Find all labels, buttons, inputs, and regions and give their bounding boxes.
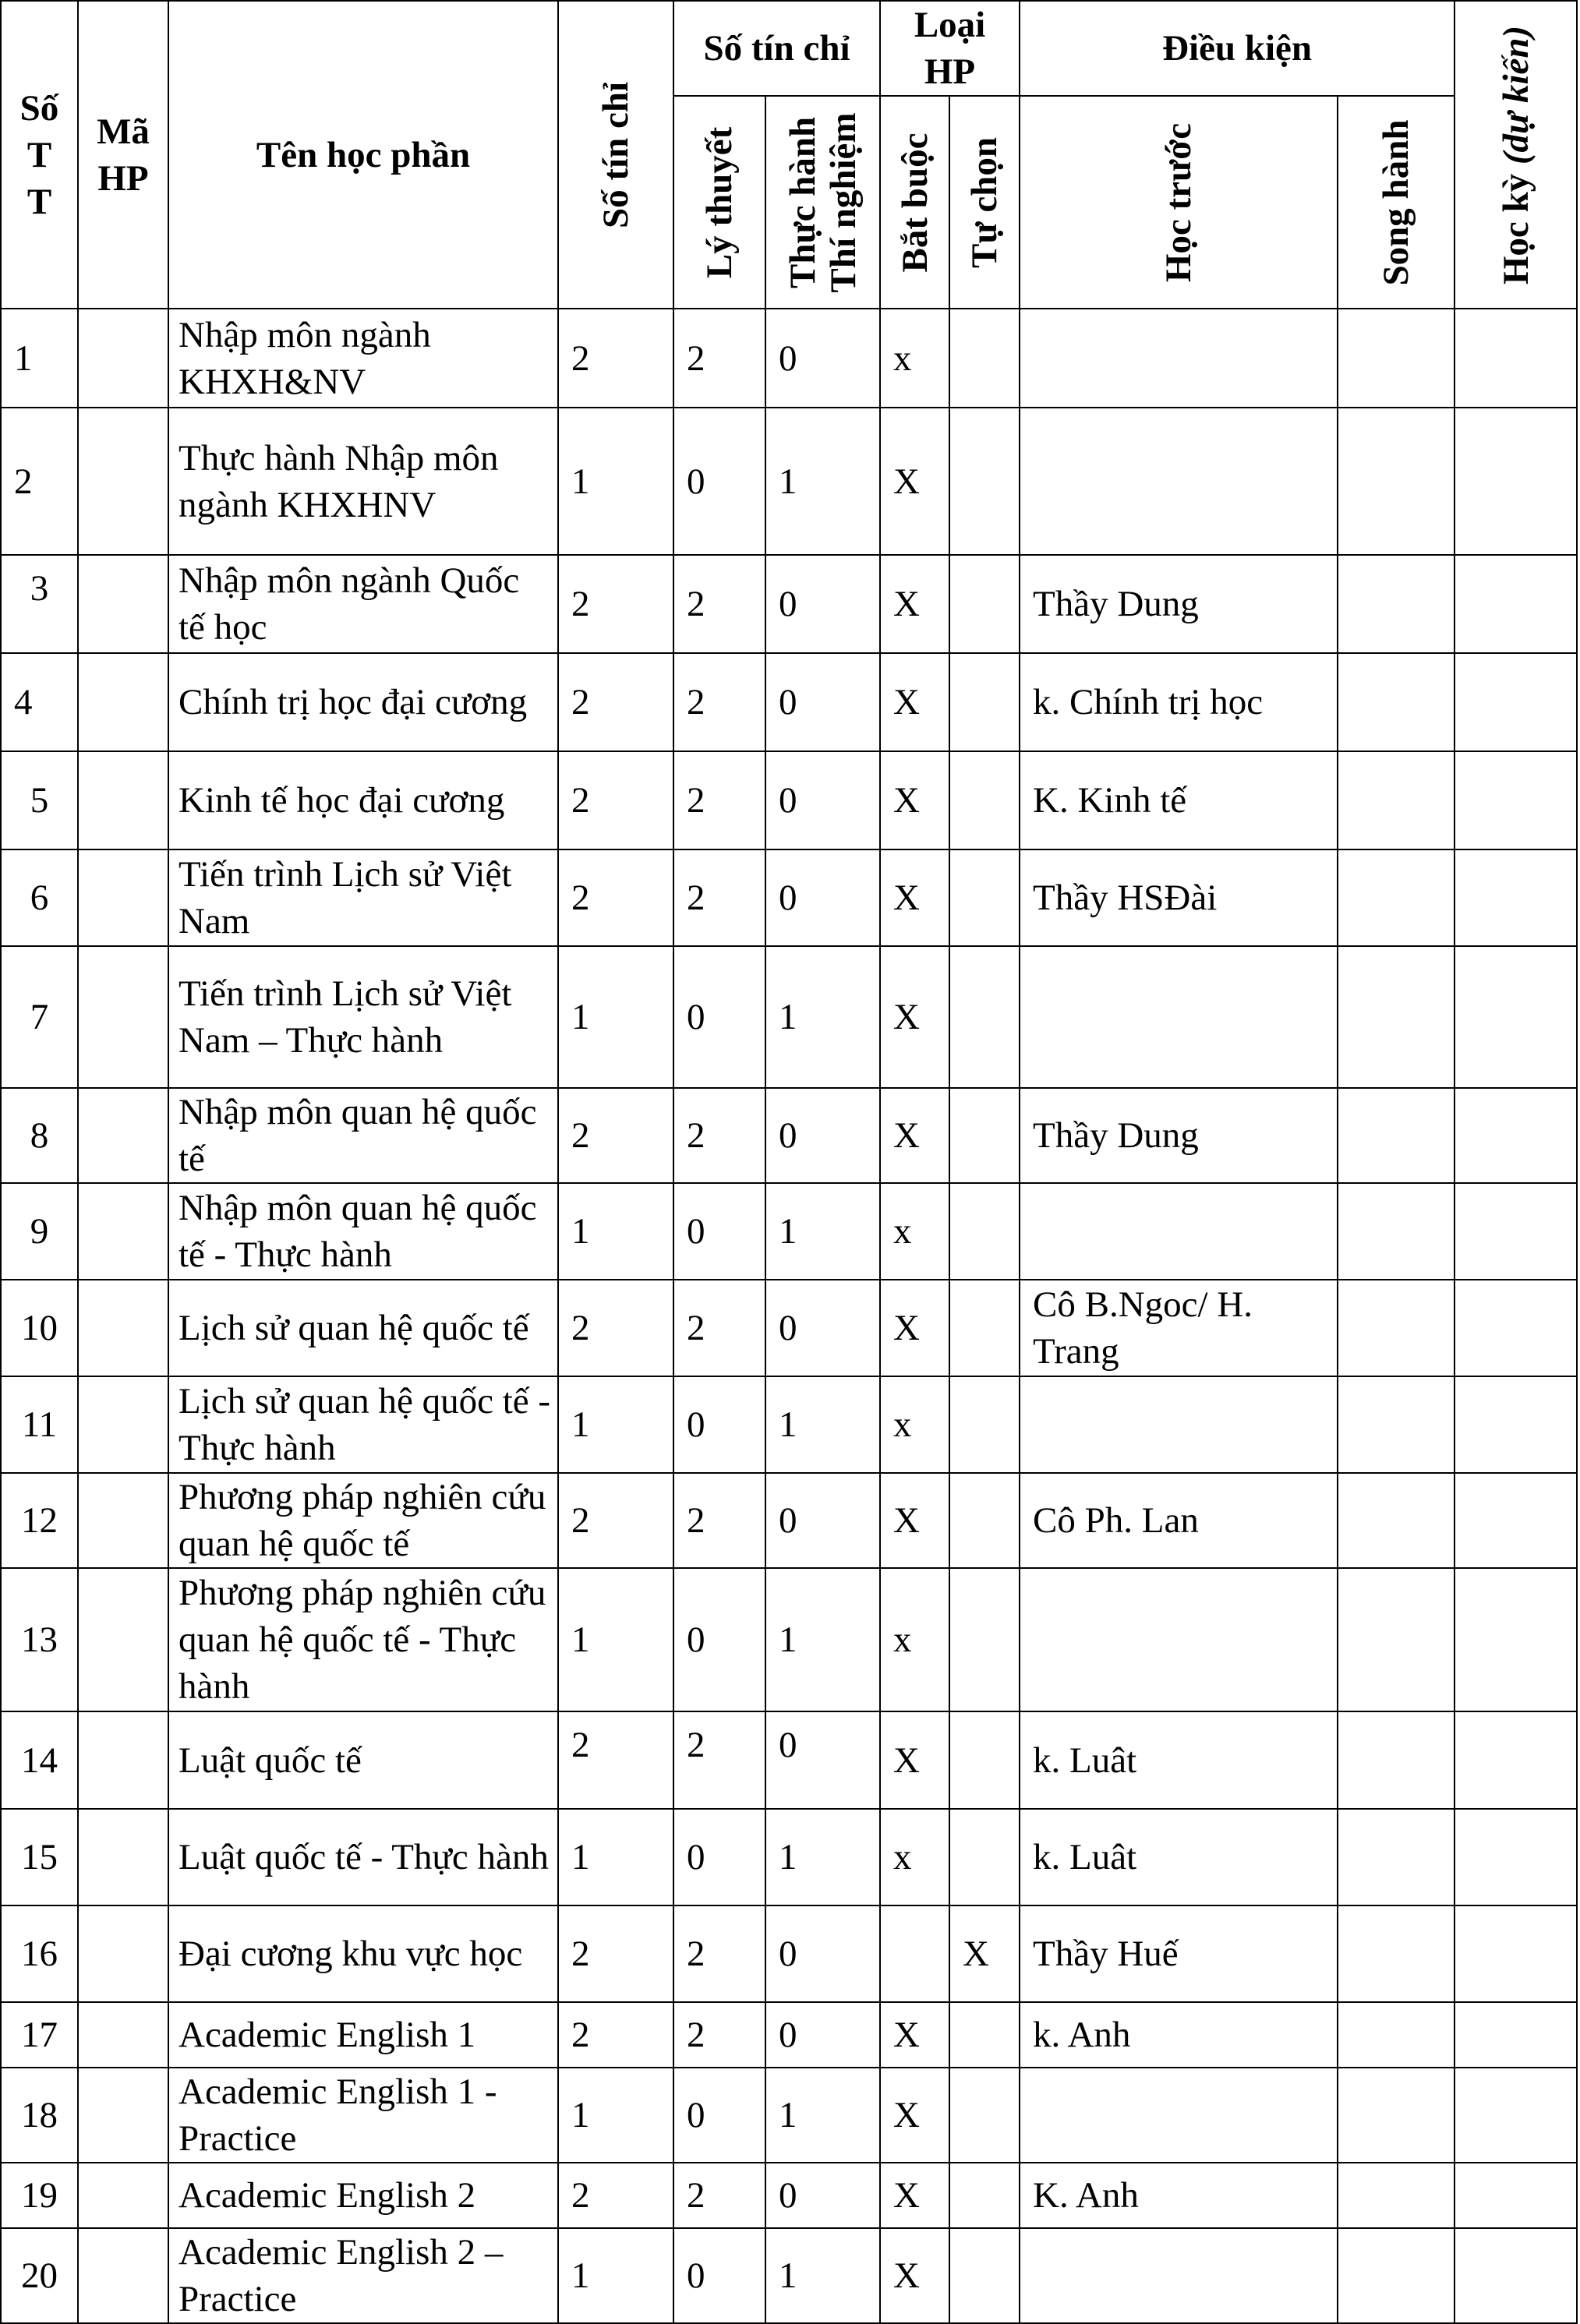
table-row xyxy=(1,1280,1577,1376)
cell-hoc-ky xyxy=(1455,2228,1577,2323)
cell-hoc-truoc: Thầy Huế xyxy=(1020,1905,1338,2002)
cell-hoc-truoc: Cô Ph. Lan xyxy=(1020,1473,1338,1568)
cell-ten-hoc-phan: Tiến trình Lịch sử Việt Nam xyxy=(168,849,558,946)
cell-tu-chon xyxy=(949,2228,1020,2323)
table-row xyxy=(1,1568,1577,1711)
header-hoc-truoc-text: Học trước xyxy=(1158,122,1200,282)
cell-stt: 9 xyxy=(1,1183,78,1280)
cell-hoc-ky xyxy=(1455,1809,1577,1905)
cell-so-tin-chi: 1 xyxy=(558,2068,673,2163)
cell-ten-hoc-phan: Phương pháp nghiên cứu quan hệ quốc tế xyxy=(168,1473,558,1568)
header-thuc-hanh-line1: Thực hành xyxy=(782,116,823,288)
cell-song-hanh xyxy=(1338,2068,1455,2163)
cell-ly-thuyet: 0 xyxy=(673,2068,765,2163)
cell-hoc-truoc: k. Luât xyxy=(1020,1809,1338,1905)
cell-song-hanh xyxy=(1338,555,1455,653)
header-song-hanh-text: Song hành xyxy=(1376,119,1417,285)
cell-bat-buoc: X xyxy=(880,1473,949,1568)
cell-ma-hp xyxy=(78,1905,168,2002)
cell-bat-buoc xyxy=(880,1905,949,2002)
cell-ten-hoc-phan: Luật quốc tế - Thực hành xyxy=(168,1809,558,1905)
cell-so-tin-chi: 2 xyxy=(558,2163,673,2228)
cell-ten-hoc-phan: Tiến trình Lịch sử Việt Nam – Thực hành xyxy=(168,946,558,1088)
cell-thuc-hanh: 1 xyxy=(765,1568,880,1711)
cell-hoc-truoc: Thầy Dung xyxy=(1020,1088,1338,1183)
cell-bat-buoc: x xyxy=(880,1183,949,1280)
cell-hoc-truoc: Thầy HSĐài xyxy=(1020,849,1338,946)
cell-ly-thuyet: 2 xyxy=(673,1711,765,1809)
cell-hoc-ky xyxy=(1455,2163,1577,2228)
cell-song-hanh xyxy=(1338,946,1455,1088)
table-row xyxy=(1,1905,1577,2002)
header-so-tin-chi xyxy=(558,1,673,309)
cell-ma-hp xyxy=(78,1376,168,1473)
cell-ma-hp xyxy=(78,1473,168,1568)
cell-ten-hoc-phan: Academic English 2 xyxy=(168,2163,558,2228)
header-loai-hp-line1: Loại xyxy=(914,5,986,45)
cell-tu-chon xyxy=(949,1183,1020,1280)
cell-ma-hp xyxy=(78,1711,168,1809)
cell-ly-thuyet: 0 xyxy=(673,1376,765,1473)
cell-song-hanh xyxy=(1338,849,1455,946)
cell-stt: 3 xyxy=(1,555,78,653)
header-ly-thuyet xyxy=(673,96,765,309)
header-tu-chon-text: Tự chọn xyxy=(964,136,1006,268)
cell-ten-hoc-phan: Nhập môn ngành Quốc tế học xyxy=(168,555,558,653)
cell-so-tin-chi: 1 xyxy=(558,946,673,1088)
cell-stt: 17 xyxy=(1,2002,78,2068)
header-ly-thuyet-text: Lý thuyết xyxy=(699,126,740,278)
cell-so-tin-chi: 1 xyxy=(558,1376,673,1473)
cell-thuc-hanh: 0 xyxy=(765,1473,880,1568)
cell-song-hanh xyxy=(1338,653,1455,751)
cell-song-hanh xyxy=(1338,2228,1455,2323)
cell-tu-chon xyxy=(949,1809,1020,1905)
cell-hoc-truoc: Thầy Dung xyxy=(1020,555,1338,653)
cell-stt: 10 xyxy=(1,1280,78,1376)
cell-ma-hp xyxy=(78,1280,168,1376)
cell-ma-hp xyxy=(78,555,168,653)
header-song-hanh xyxy=(1338,96,1455,309)
cell-song-hanh xyxy=(1338,309,1455,408)
cell-tu-chon xyxy=(949,653,1020,751)
cell-bat-buoc: X xyxy=(880,1280,949,1376)
cell-bat-buoc: X xyxy=(880,1088,949,1183)
header-so-tin-chi-text: Số tín chỉ xyxy=(596,81,636,228)
cell-so-tin-chi: 1 xyxy=(558,1568,673,1711)
table-row xyxy=(1,751,1577,849)
cell-so-tin-chi: 1 xyxy=(558,1183,673,1280)
cell-hoc-ky xyxy=(1455,2068,1577,2163)
cell-ma-hp xyxy=(78,751,168,849)
table-row xyxy=(1,2163,1577,2228)
cell-bat-buoc: X xyxy=(880,653,949,751)
cell-hoc-truoc: k. Anh xyxy=(1020,2002,1338,2068)
cell-ten-hoc-phan: Kinh tế học đại cương xyxy=(168,751,558,849)
cell-stt: 16 xyxy=(1,1905,78,2002)
cell-stt: 14 xyxy=(1,1711,78,1809)
cell-stt: 20 xyxy=(1,2228,78,2323)
cell-thuc-hanh: 0 xyxy=(765,555,880,653)
cell-ly-thuyet: 0 xyxy=(673,408,765,555)
cell-so-tin-chi: 2 xyxy=(558,1088,673,1183)
cell-hoc-ky xyxy=(1455,1280,1577,1376)
cell-bat-buoc: X xyxy=(880,555,949,653)
cell-tu-chon xyxy=(949,946,1020,1088)
cell-thuc-hanh: 0 xyxy=(765,751,880,849)
cell-tu-chon xyxy=(949,1376,1020,1473)
cell-song-hanh xyxy=(1338,1809,1455,1905)
cell-bat-buoc: x xyxy=(880,1809,949,1905)
header-thuc-hanh xyxy=(765,96,880,309)
cell-song-hanh xyxy=(1338,408,1455,555)
cell-hoc-truoc: K. Anh xyxy=(1020,2163,1338,2228)
cell-ten-hoc-phan: Academic English 1 - Practice xyxy=(168,2068,558,2163)
table-row xyxy=(1,2228,1577,2323)
header-stt-line2: T xyxy=(27,134,52,175)
table-row xyxy=(1,2068,1577,2163)
cell-so-tin-chi: 2 xyxy=(558,1711,673,1809)
cell-ly-thuyet: 2 xyxy=(673,1905,765,2002)
table-row xyxy=(1,1376,1577,1473)
cell-ma-hp xyxy=(78,2002,168,2068)
cell-ly-thuyet: 2 xyxy=(673,1280,765,1376)
header-stt-line1: Số xyxy=(19,87,59,129)
cell-ten-hoc-phan: Academic English 1 xyxy=(168,2002,558,2068)
table-row xyxy=(1,653,1577,751)
cell-thuc-hanh: 0 xyxy=(765,1905,880,2002)
cell-hoc-ky xyxy=(1455,1711,1577,1809)
cell-song-hanh xyxy=(1338,751,1455,849)
cell-so-tin-chi: 2 xyxy=(558,555,673,653)
table-row xyxy=(1,946,1577,1088)
cell-so-tin-chi: 2 xyxy=(558,1905,673,2002)
cell-tu-chon xyxy=(949,1088,1020,1183)
cell-stt: 13 xyxy=(1,1568,78,1711)
cell-ly-thuyet: 2 xyxy=(673,1088,765,1183)
table-row xyxy=(1,1809,1577,1905)
cell-thuc-hanh: 0 xyxy=(765,1280,880,1376)
cell-hoc-truoc xyxy=(1020,1568,1338,1711)
cell-hoc-ky xyxy=(1455,946,1577,1088)
cell-hoc-ky xyxy=(1455,751,1577,849)
cell-hoc-ky xyxy=(1455,849,1577,946)
cell-hoc-truoc: k. Chính trị học xyxy=(1020,653,1338,751)
cell-song-hanh xyxy=(1338,1568,1455,1711)
cell-thuc-hanh: 0 xyxy=(765,849,880,946)
cell-hoc-ky xyxy=(1455,1376,1577,1473)
cell-tu-chon xyxy=(949,2002,1020,2068)
cell-bat-buoc: x xyxy=(880,309,949,408)
header-stt-line3: T xyxy=(27,181,52,222)
cell-stt: 19 xyxy=(1,2163,78,2228)
cell-ma-hp xyxy=(78,946,168,1088)
cell-stt: 12 xyxy=(1,1473,78,1568)
cell-ma-hp xyxy=(78,2068,168,2163)
cell-tu-chon xyxy=(949,1711,1020,1809)
cell-hoc-truoc xyxy=(1020,946,1338,1088)
table-row xyxy=(1,849,1577,946)
cell-ten-hoc-phan: Nhập môn quan hệ quốc tế - Thực hành xyxy=(168,1183,558,1280)
course-rows xyxy=(1,309,1577,2323)
cell-ten-hoc-phan: Nhập môn ngành KHXH&NV xyxy=(168,309,558,408)
cell-hoc-truoc xyxy=(1020,2228,1338,2323)
cell-hoc-truoc xyxy=(1020,309,1338,408)
cell-ten-hoc-phan: Chính trị học đại cương xyxy=(168,653,558,751)
cell-ly-thuyet: 2 xyxy=(673,2163,765,2228)
cell-hoc-truoc: K. Kinh tế xyxy=(1020,751,1338,849)
header-thuc-hanh-text xyxy=(783,112,864,292)
table-row xyxy=(1,1711,1577,1809)
cell-thuc-hanh: 0 xyxy=(765,1711,880,1809)
cell-ma-hp xyxy=(78,1809,168,1905)
header-hoc-ky-prefix: Học kỳ xyxy=(1495,164,1536,284)
cell-bat-buoc: X xyxy=(880,1711,949,1809)
cell-tu-chon xyxy=(949,1473,1020,1568)
cell-ly-thuyet: 0 xyxy=(673,1809,765,1905)
cell-so-tin-chi: 1 xyxy=(558,2228,673,2323)
cell-stt: 5 xyxy=(1,751,78,849)
cell-hoc-truoc xyxy=(1020,1376,1338,1473)
cell-ten-hoc-phan: Lịch sử quan hệ quốc tế xyxy=(168,1280,558,1376)
cell-song-hanh xyxy=(1338,1905,1455,2002)
cell-so-tin-chi: 1 xyxy=(558,1809,673,1905)
header-hoc-ky-text xyxy=(1496,25,1536,284)
cell-bat-buoc: X xyxy=(880,2163,949,2228)
cell-ly-thuyet: 2 xyxy=(673,849,765,946)
header-ma-hp-line2: HP xyxy=(97,157,149,199)
header-bat-buoc-text: Bắt buộc xyxy=(894,132,935,272)
cell-song-hanh xyxy=(1338,2163,1455,2228)
cell-ly-thuyet: 2 xyxy=(673,1473,765,1568)
cell-hoc-ky xyxy=(1455,1568,1577,1711)
cell-ly-thuyet: 2 xyxy=(673,653,765,751)
cell-ma-hp xyxy=(78,1568,168,1711)
cell-ly-thuyet: 0 xyxy=(673,2228,765,2323)
cell-stt: 6 xyxy=(1,849,78,946)
header-dieu-kien: Điều kiện xyxy=(1020,1,1455,96)
cell-ten-hoc-phan: Nhập môn quan hệ quốc tế xyxy=(168,1088,558,1183)
cell-stt: 7 xyxy=(1,946,78,1088)
cell-so-tin-chi: 1 xyxy=(558,408,673,555)
cell-ma-hp xyxy=(78,1088,168,1183)
cell-thuc-hanh: 0 xyxy=(765,653,880,751)
cell-ma-hp xyxy=(78,1183,168,1280)
cell-bat-buoc: X xyxy=(880,2002,949,2068)
header-row-1 xyxy=(1,1,1577,96)
cell-bat-buoc: x xyxy=(880,1568,949,1711)
cell-ly-thuyet: 2 xyxy=(673,751,765,849)
cell-hoc-ky xyxy=(1455,1183,1577,1280)
header-hoc-ky xyxy=(1455,1,1577,309)
header-tu-chon xyxy=(949,96,1020,309)
cell-song-hanh xyxy=(1338,1088,1455,1183)
cell-stt: 18 xyxy=(1,2068,78,2163)
table-row xyxy=(1,1088,1577,1183)
cell-stt: 1 xyxy=(1,309,78,408)
table-row xyxy=(1,2002,1577,2068)
cell-thuc-hanh: 1 xyxy=(765,946,880,1088)
cell-hoc-ky xyxy=(1455,1473,1577,1568)
cell-thuc-hanh: 0 xyxy=(765,2163,880,2228)
cell-ten-hoc-phan: Luật quốc tế xyxy=(168,1711,558,1809)
cell-tu-chon xyxy=(949,1280,1020,1376)
cell-thuc-hanh: 1 xyxy=(765,2228,880,2323)
header-so-tin-chi-group: Số tín chỉ xyxy=(673,1,880,96)
table-row xyxy=(1,555,1577,653)
cell-bat-buoc: X xyxy=(880,2068,949,2163)
cell-bat-buoc: X xyxy=(880,946,949,1088)
cell-ly-thuyet: 0 xyxy=(673,946,765,1088)
cell-tu-chon xyxy=(949,2163,1020,2228)
cell-ma-hp xyxy=(78,2228,168,2323)
cell-hoc-truoc xyxy=(1020,2068,1338,2163)
header-loai-hp-line2: HP xyxy=(924,51,976,92)
cell-so-tin-chi: 2 xyxy=(558,1473,673,1568)
cell-so-tin-chi: 2 xyxy=(558,849,673,946)
cell-hoc-ky xyxy=(1455,309,1577,408)
cell-tu-chon xyxy=(949,408,1020,555)
cell-song-hanh xyxy=(1338,1473,1455,1568)
cell-hoc-truoc: k. Luât xyxy=(1020,1711,1338,1809)
cell-ly-thuyet: 2 xyxy=(673,555,765,653)
cell-so-tin-chi: 2 xyxy=(558,1280,673,1376)
cell-bat-buoc: x xyxy=(880,1376,949,1473)
cell-song-hanh xyxy=(1338,2002,1455,2068)
cell-ma-hp xyxy=(78,408,168,555)
cell-hoc-ky xyxy=(1455,1088,1577,1183)
cell-thuc-hanh: 1 xyxy=(765,1183,880,1280)
cell-thuc-hanh: 1 xyxy=(765,2068,880,2163)
header-hoc-truoc xyxy=(1020,96,1338,309)
cell-so-tin-chi: 2 xyxy=(558,653,673,751)
cell-tu-chon xyxy=(949,1568,1020,1711)
cell-hoc-ky xyxy=(1455,2002,1577,2068)
cell-ly-thuyet: 0 xyxy=(673,1183,765,1280)
header-loai-hp xyxy=(880,1,1020,96)
cell-hoc-ky xyxy=(1455,408,1577,555)
header-ten-hoc-phan: Tên học phần xyxy=(168,1,558,309)
cell-so-tin-chi: 2 xyxy=(558,751,673,849)
cell-so-tin-chi: 2 xyxy=(558,309,673,408)
cell-hoc-truoc xyxy=(1020,1183,1338,1280)
cell-song-hanh xyxy=(1338,1280,1455,1376)
cell-thuc-hanh: 0 xyxy=(765,309,880,408)
cell-tu-chon xyxy=(949,309,1020,408)
cell-stt: 2 xyxy=(1,408,78,555)
cell-stt: 8 xyxy=(1,1088,78,1183)
table-row xyxy=(1,408,1577,555)
cell-stt: 15 xyxy=(1,1809,78,1905)
cell-hoc-ky xyxy=(1455,653,1577,751)
cell-ly-thuyet: 2 xyxy=(673,2002,765,2068)
cell-hoc-ky xyxy=(1455,1905,1577,2002)
cell-tu-chon xyxy=(949,849,1020,946)
cell-bat-buoc: X xyxy=(880,2228,949,2323)
cell-stt: 4 xyxy=(1,653,78,751)
cell-bat-buoc: X xyxy=(880,849,949,946)
cell-ten-hoc-phan: Đại cương khu vực học xyxy=(168,1905,558,2002)
cell-stt: 11 xyxy=(1,1376,78,1473)
cell-ma-hp xyxy=(78,849,168,946)
header-stt xyxy=(1,1,78,309)
cell-ma-hp xyxy=(78,653,168,751)
header-thuc-hanh-line2: Thí nghiệm xyxy=(822,111,864,293)
cell-tu-chon xyxy=(949,555,1020,653)
header-ma-hp xyxy=(78,1,168,309)
cell-hoc-truoc xyxy=(1020,408,1338,555)
cell-bat-buoc: X xyxy=(880,408,949,555)
cell-ten-hoc-phan: Lịch sử quan hệ quốc tế - Thực hành xyxy=(168,1376,558,1473)
cell-thuc-hanh: 0 xyxy=(765,2002,880,2068)
cell-song-hanh xyxy=(1338,1711,1455,1809)
table-row xyxy=(1,1183,1577,1280)
cell-thuc-hanh: 0 xyxy=(765,1088,880,1183)
cell-hoc-truoc: Cô B.Ngoc/ H. Trang xyxy=(1020,1280,1338,1376)
cell-thuc-hanh: 1 xyxy=(765,1376,880,1473)
table-row xyxy=(1,309,1577,408)
cell-hoc-ky xyxy=(1455,555,1577,653)
header-ma-hp-line1: Mã xyxy=(97,111,150,152)
header-hoc-ky-italic: (dự kiến) xyxy=(1495,25,1536,164)
cell-so-tin-chi: 2 xyxy=(558,2002,673,2068)
cell-ly-thuyet: 2 xyxy=(673,309,765,408)
cell-thuc-hanh: 1 xyxy=(765,408,880,555)
cell-bat-buoc: X xyxy=(880,751,949,849)
cell-tu-chon xyxy=(949,751,1020,849)
cell-thuc-hanh: 1 xyxy=(765,1809,880,1905)
cell-ma-hp xyxy=(78,2163,168,2228)
cell-ten-hoc-phan: Academic English 2 – Practice xyxy=(168,2228,558,2323)
cell-ten-hoc-phan: Thực hành Nhập môn ngành KHXHNV xyxy=(168,408,558,555)
cell-ly-thuyet: 0 xyxy=(673,1568,765,1711)
cell-tu-chon: X xyxy=(949,1905,1020,2002)
cell-ma-hp xyxy=(78,309,168,408)
cell-tu-chon xyxy=(949,2068,1020,2163)
table-row xyxy=(1,1473,1577,1568)
cell-song-hanh xyxy=(1338,1376,1455,1473)
header-bat-buoc xyxy=(880,96,949,309)
cell-ten-hoc-phan: Phương pháp nghiên cứu quan hệ quốc tế - Thực hành xyxy=(168,1568,558,1711)
cell-song-hanh xyxy=(1338,1183,1455,1280)
